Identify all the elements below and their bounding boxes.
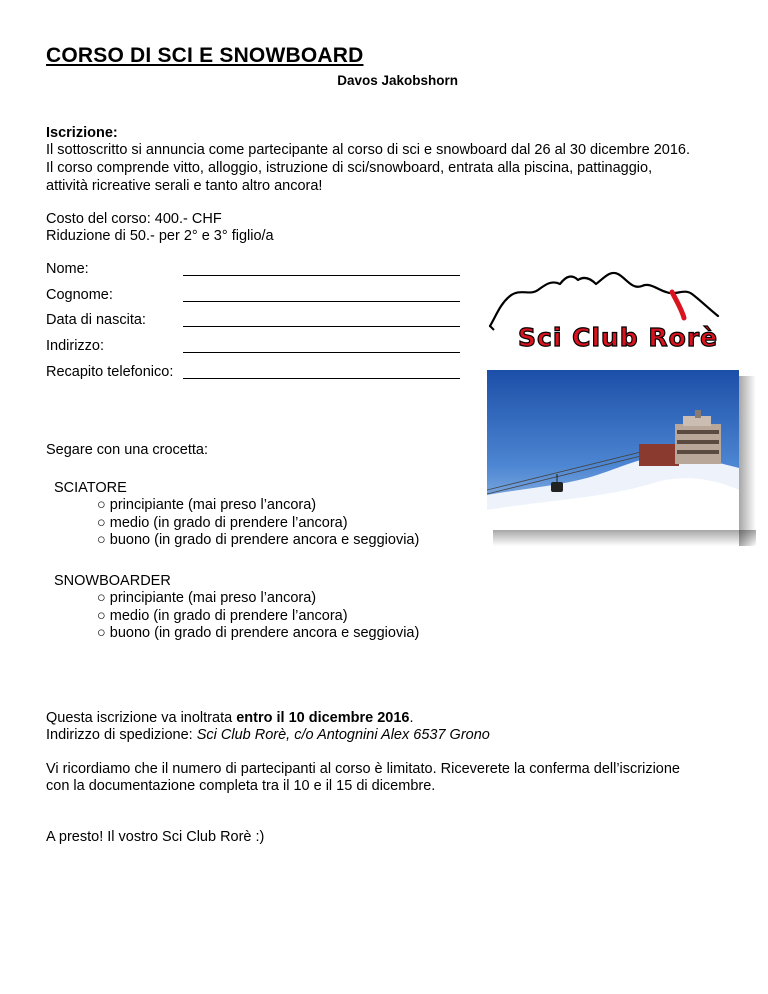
deadline-line <box>46 709 414 727</box>
photo-shadow-bottom <box>493 530 756 546</box>
form-row-cognome <box>46 287 460 307</box>
form-row-recapito <box>46 364 460 384</box>
iscrizione-line-1: Il sottoscritto si annuncia come partecipante al corso di sci e snowboard dal 26 al 30 dicembre 2016. <box>46 142 690 158</box>
snowboarder-option-principiante[interactable]: ○ principiante (mai preso l’ancora) <box>97 590 317 606</box>
iscrizione-heading: Iscrizione: <box>46 125 118 141</box>
sciatore-heading: SCIATORE <box>54 480 127 496</box>
iscrizione-line-2: Il corso comprende vitto, alloggio, istruzione di sci/snowboard, entrata alla piscina, pattinaggio, <box>46 160 653 176</box>
form-label-cognome: Cognome: <box>46 287 113 303</box>
cognome-field[interactable] <box>183 301 460 302</box>
costo-line-2: Riduzione di 50.- per 2° e 3° figlio/a <box>46 228 274 244</box>
mountain-outline-icon <box>486 266 726 362</box>
snowboarder-option-buono[interactable]: ○ buono (in grado di prendere ancora e seggiovia) <box>97 625 420 641</box>
page-title: CORSO DI SCI E SNOWBOARD <box>46 44 364 67</box>
closing-line: A presto! Il vostro Sci Club Rorè :) <box>46 829 265 845</box>
snowboarder-heading: SNOWBOARDER <box>54 573 171 589</box>
form-row-nome <box>46 261 460 281</box>
indirizzo-field[interactable] <box>183 352 460 353</box>
form-label-recapito: Recapito telefonico: <box>46 364 174 380</box>
deadline-date: entro il 10 dicembre 2016 <box>236 710 410 726</box>
address-prefix: Indirizzo di spedizione: <box>46 727 197 743</box>
snowboarder-option-medio[interactable]: ○ medio (in grado di prendere l’ancora) <box>97 608 348 624</box>
deadline-prefix: Questa iscrizione va inoltrata <box>46 710 237 726</box>
deadline-suffix: . <box>409 710 414 726</box>
form-label-nome: Nome: <box>46 261 89 277</box>
note-line-2: con la documentazione completa tra il 10 e il 15 di dicembre. <box>46 778 436 794</box>
photo-shadow-right <box>739 376 756 546</box>
form-label-data-nascita: Data di nascita: <box>46 312 146 328</box>
costo-line-1: Costo del corso: 400.- CHF <box>46 211 222 227</box>
note-line-1: Vi ricordiamo che il numero di partecipanti al corso è limitato. Riceverete la conferma dell’iscrizione <box>46 761 680 777</box>
selection-instruction: Segare con una crocetta: <box>46 442 209 458</box>
sciatore-option-medio[interactable]: ○ medio (in grado di prendere l’ancora) <box>97 515 348 531</box>
address-value: Sci Club Rorè, c/o Antognini Alex 6537 Grono <box>196 727 490 743</box>
address-line <box>46 726 490 744</box>
form-row-data-nascita <box>46 312 460 332</box>
form-label-indirizzo: Indirizzo: <box>46 338 105 354</box>
sciatore-option-principiante[interactable]: ○ principiante (mai preso l’ancora) <box>97 497 317 513</box>
page-subtitle: Davos Jakobshorn <box>337 73 458 88</box>
recapito-field[interactable] <box>183 378 460 379</box>
sciatore-option-buono[interactable]: ○ buono (in grado di prendere ancora e seggiovia) <box>97 532 420 548</box>
iscrizione-line-3: attività ricreative serali e tanto altro ancora! <box>46 178 323 194</box>
ski-station-photo <box>487 370 739 530</box>
data-nascita-field[interactable] <box>183 326 460 327</box>
logo-text: Sci Club Rorè <box>518 323 719 352</box>
form-row-indirizzo <box>46 338 460 358</box>
club-logo <box>486 266 726 362</box>
nome-field[interactable] <box>183 275 460 276</box>
